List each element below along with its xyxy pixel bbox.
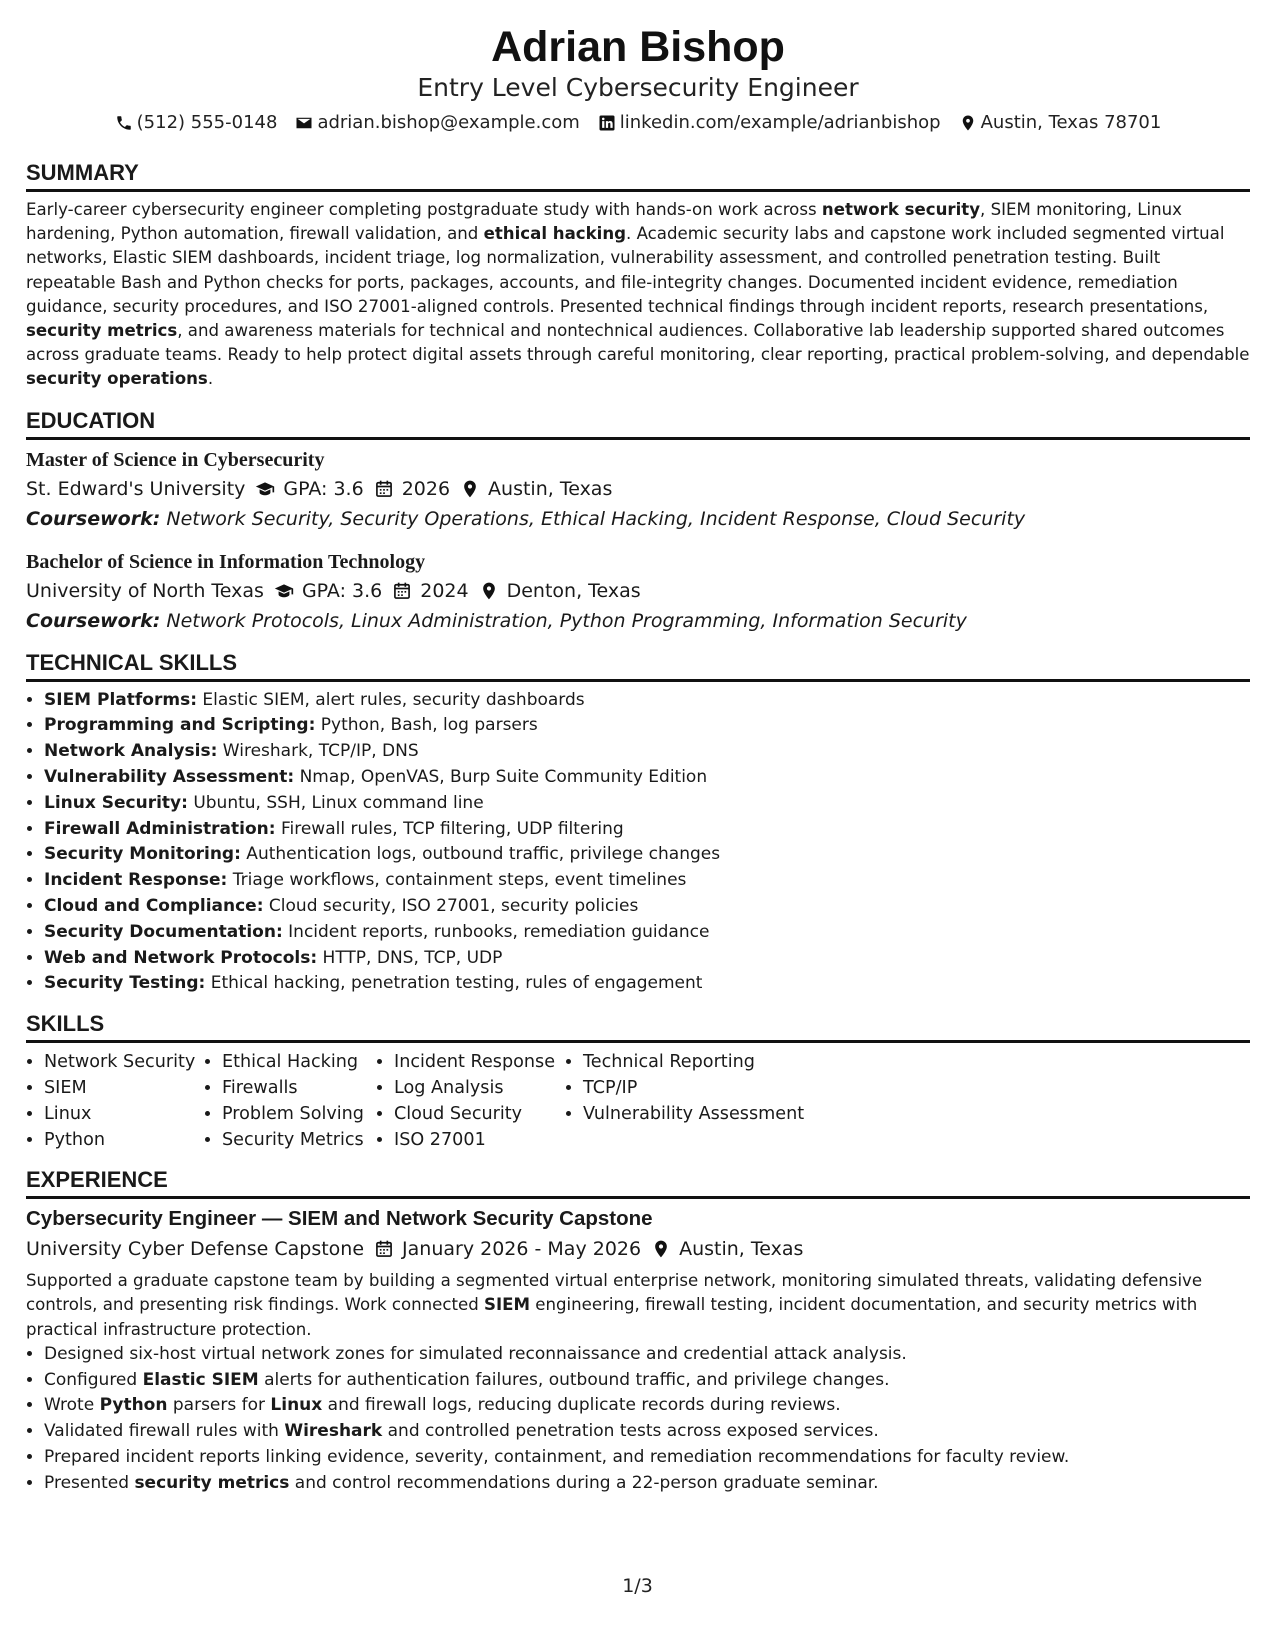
- gpa: [255, 474, 363, 504]
- contact-text: (512) 555-0148: [136, 112, 278, 133]
- job-bullet: • Presented security metrics and control recommendations during a 22-person graduate seminar.: [44, 1471, 1250, 1497]
- graduation-year: [392, 576, 468, 606]
- skill-item: • Network Security: [44, 1049, 204, 1075]
- skill-item: • Log Analysis: [394, 1075, 565, 1101]
- skill-category: Vulnerability Assessment:: [44, 767, 295, 788]
- candidate-name: Adrian Bishop: [491, 23, 785, 71]
- technical-skill-item: • SIEM Platforms: Elastic SIEM, alert rules, security dashboards: [44, 688, 1250, 714]
- skill-category: Firewall Administration:: [44, 818, 276, 839]
- contact-text: linkedin.com/example/adrianbishop: [619, 112, 941, 133]
- contact-bar: [26, 110, 1250, 136]
- education-section: [26, 408, 1250, 636]
- skill-item: • Vulnerability Assessment: [583, 1101, 804, 1127]
- bold-text: Elastic SIEM: [142, 1369, 259, 1390]
- gpa-text: GPA: 3.6: [283, 477, 364, 500]
- bold-text: SIEM: [484, 1295, 530, 1315]
- skill-item: • SIEM: [44, 1075, 204, 1101]
- skill-item: • Firewalls: [222, 1075, 376, 1101]
- skill-item: • Incident Response: [394, 1049, 565, 1075]
- experience-list: [26, 1205, 1250, 1496]
- skills-column: [26, 1049, 204, 1153]
- calendar-icon: [374, 479, 394, 499]
- gpa-text: GPA: 3.6: [301, 579, 383, 602]
- bold-text: security metrics: [26, 321, 178, 341]
- gpa: [274, 576, 382, 606]
- skill-item: • Cloud Security: [394, 1101, 565, 1127]
- technical-skill-item: • Web and Network Protocols: HTTP, DNS, TCP, UDP: [44, 946, 1250, 972]
- technical-skill-item: • Security Testing: Ethical hacking, penetration testing, rules of engagement: [44, 971, 1250, 997]
- skill-item: • Technical Reporting: [583, 1049, 804, 1075]
- skills-column: [204, 1049, 376, 1153]
- dates-text: January 2026 - May 2026: [402, 1238, 642, 1261]
- year-text: 2026: [401, 477, 451, 500]
- education-heading: EDUCATION: [26, 408, 1250, 440]
- skill-item: • Problem Solving: [222, 1101, 376, 1127]
- contact-item[interactable]: [115, 110, 278, 136]
- calendar-icon: [392, 581, 412, 601]
- education-item: [26, 548, 1250, 636]
- skill-category: Security Documentation:: [44, 921, 283, 942]
- technical-skill-item: • Incident Response: Triage workflows, containment steps, event timelines: [44, 868, 1250, 894]
- bold-text: Python: [99, 1395, 168, 1416]
- education-location: [479, 576, 641, 606]
- education-meta: [26, 576, 1250, 606]
- bold-text: ethical hacking: [483, 224, 627, 244]
- technical-skills-list: [26, 688, 1250, 998]
- skill-category: Programming and Scripting:: [44, 715, 316, 736]
- coursework: Coursework: Network Protocols, Linux Administration, Python Programming, Information Security: [26, 609, 967, 632]
- skill-item: • Python: [44, 1127, 204, 1153]
- technical-skills-section: [26, 650, 1250, 998]
- job-location: [651, 1233, 803, 1265]
- bold-text: security operations: [26, 369, 208, 389]
- skill-category: SIEM Platforms:: [44, 689, 197, 710]
- candidate-title: Entry Level Cybersecurity Engineer: [417, 73, 859, 102]
- coursework-label: Coursework:: [26, 609, 161, 632]
- location-text: Austin, Texas: [679, 1238, 804, 1261]
- map-pin-icon: [479, 581, 499, 601]
- coursework: Coursework: Network Security, Security Operations, Ethical Hacking, Incident Response, Cloud Security: [26, 507, 1026, 530]
- location-text: Austin, Texas: [488, 477, 613, 500]
- technical-skill-item: • Firewall Administration: Firewall rules, TCP filtering, UDP filtering: [44, 817, 1250, 843]
- education-meta: [26, 474, 1250, 504]
- calendar-icon: [374, 1239, 394, 1259]
- bold-text: Linux: [270, 1395, 323, 1416]
- skill-category: Web and Network Protocols:: [44, 947, 318, 968]
- summary-section: [26, 160, 1250, 392]
- map-pin-icon: [959, 114, 977, 132]
- skills-column: [565, 1049, 804, 1153]
- phone-icon: [115, 114, 133, 132]
- coursework-label: Coursework:: [26, 507, 161, 530]
- skill-category: Network Analysis:: [44, 741, 218, 762]
- skill-category: Cloud and Compliance:: [44, 896, 264, 916]
- job-bullet: • Designed six-host virtual network zones for simulated reconnaissance and credential attack analysis.: [44, 1342, 1250, 1368]
- skill-category: Incident Response:: [44, 870, 228, 891]
- graduation-cap-icon: [274, 581, 294, 601]
- page-number: 1/3: [622, 1575, 653, 1597]
- technical-skill-item: • Network Analysis: Wireshark, TCP/IP, DNS: [44, 739, 1250, 765]
- technical-skill-item: • Vulnerability Assessment: Nmap, OpenVAS, Burp Suite Community Edition: [44, 765, 1250, 791]
- envelope-icon: [295, 114, 313, 132]
- skills-grid: [26, 1049, 1250, 1153]
- school-name: St. Edward's University: [26, 477, 246, 500]
- job-bullets: [26, 1342, 1250, 1497]
- skill-item: • TCP/IP: [583, 1075, 804, 1101]
- location-text: Denton, Texas: [506, 579, 641, 602]
- job-entry: [26, 1205, 1250, 1496]
- contact-item[interactable]: [959, 110, 1162, 136]
- skills-heading: SKILLS: [26, 1011, 1250, 1043]
- job-bullet: • Validated firewall rules with Wireshark and controlled penetration tests across exposed services.: [44, 1419, 1250, 1445]
- job-bullet: • Wrote Python parsers for Linux and firewall logs, reducing duplicate records during reviews.: [44, 1393, 1250, 1419]
- experience-heading: EXPERIENCE: [26, 1167, 1250, 1199]
- skill-category: Security Testing:: [44, 973, 206, 994]
- skill-item: • Ethical Hacking: [222, 1049, 376, 1075]
- education-list: [26, 446, 1250, 636]
- skill-item: • ISO 27001: [394, 1127, 565, 1153]
- degree-title: Bachelor of Science in Information Technology: [26, 550, 426, 573]
- contact-text: adrian.bishop@example.com: [317, 112, 580, 133]
- summary-text: Early-career cybersecurity engineer completing postgraduate study with hands-on work across network security, SIEM monitoring, Linux hardening, Python automation, firewall validation, and ethical hacking. Academic security labs and capstone work included segmented virtual networks, Elastic SIEM dashboards, incident triage, log normalization, vulnerability assessment, and controlled penetration testing. Built repeatable Bash and Python checks for ports, packages, accounts, and file-integrity changes. Documented incident evidence, remediation guidance, security procedures, and ISO 27001-aligned controls. Presented technical findings through incident reports, research presentations, security metrics, and awareness materials for technical and nontechnical audiences. Collaborative lab leadership supported shared outcomes across graduate teams. Ready to help protect digital assets through careful monitoring, clear reporting, practical problem-solving, and dependable security operations.: [26, 200, 1250, 389]
- job-organization: University Cyber Defense Capstone: [26, 1238, 365, 1261]
- technical-skills-heading: TECHNICAL SKILLS: [26, 650, 1250, 682]
- map-pin-icon: [651, 1239, 671, 1259]
- school-name: University of North Texas: [26, 579, 264, 602]
- contact-text: Austin, Texas 78701: [980, 112, 1162, 133]
- bold-text: network security: [821, 200, 981, 219]
- bold-text: Wireshark: [284, 1421, 383, 1442]
- job-title: Cybersecurity Engineer — SIEM and Network Security Capstone: [26, 1207, 653, 1231]
- technical-skill-item: • Cloud and Compliance: Cloud security, ISO 27001, security policies: [44, 894, 1250, 920]
- technical-skill-item: • Security Documentation: Incident reports, runbooks, remediation guidance: [44, 920, 1250, 946]
- technical-skill-item: • Linux Security: Ubuntu, SSH, Linux command line: [44, 791, 1250, 817]
- skills-section: [26, 1011, 1250, 1153]
- linkedin-icon: [598, 114, 616, 132]
- skill-category: Security Monitoring:: [44, 844, 241, 865]
- contact-item[interactable]: [598, 110, 941, 136]
- education-item: [26, 446, 1250, 534]
- job-bullet: • Configured Elastic SIEM alerts for authentication failures, outbound traffic, and privilege changes.: [44, 1368, 1250, 1394]
- education-location: [460, 474, 612, 504]
- job-dates: [374, 1233, 641, 1265]
- job-summary: Supported a graduate capstone team by building a segmented virtual enterprise network, monitoring simulated threats, validating defensive controls, and presenting risk findings. Work connected SIEM engineering, firewall testing, incident documentation, and security metrics with practical infrastructure protection.: [26, 1271, 1203, 1339]
- year-text: 2024: [420, 579, 469, 602]
- summary-heading: SUMMARY: [26, 160, 1250, 192]
- map-pin-icon: [460, 479, 480, 499]
- technical-skill-item: • Programming and Scripting: Python, Bash, log parsers: [44, 713, 1250, 739]
- technical-skill-item: • Security Monitoring: Authentication logs, outbound traffic, privilege changes: [44, 842, 1250, 868]
- degree-title: Master of Science in Cybersecurity: [26, 448, 325, 471]
- skill-item: • Linux: [44, 1101, 204, 1127]
- bold-text: security metrics: [134, 1472, 290, 1493]
- job-bullet: • Prepared incident reports linking evidence, severity, containment, and remediation recommendations for faculty review.: [44, 1445, 1250, 1471]
- graduation-cap-icon: [255, 479, 275, 499]
- graduation-year: [374, 474, 450, 504]
- skills-column: [376, 1049, 565, 1153]
- resume-page: [26, 22, 1250, 1497]
- skill-item: • Security Metrics: [222, 1127, 376, 1153]
- skill-category: Linux Security:: [44, 792, 188, 813]
- job-meta: [26, 1233, 1250, 1265]
- experience-section: [26, 1167, 1250, 1496]
- contact-item[interactable]: [295, 110, 579, 136]
